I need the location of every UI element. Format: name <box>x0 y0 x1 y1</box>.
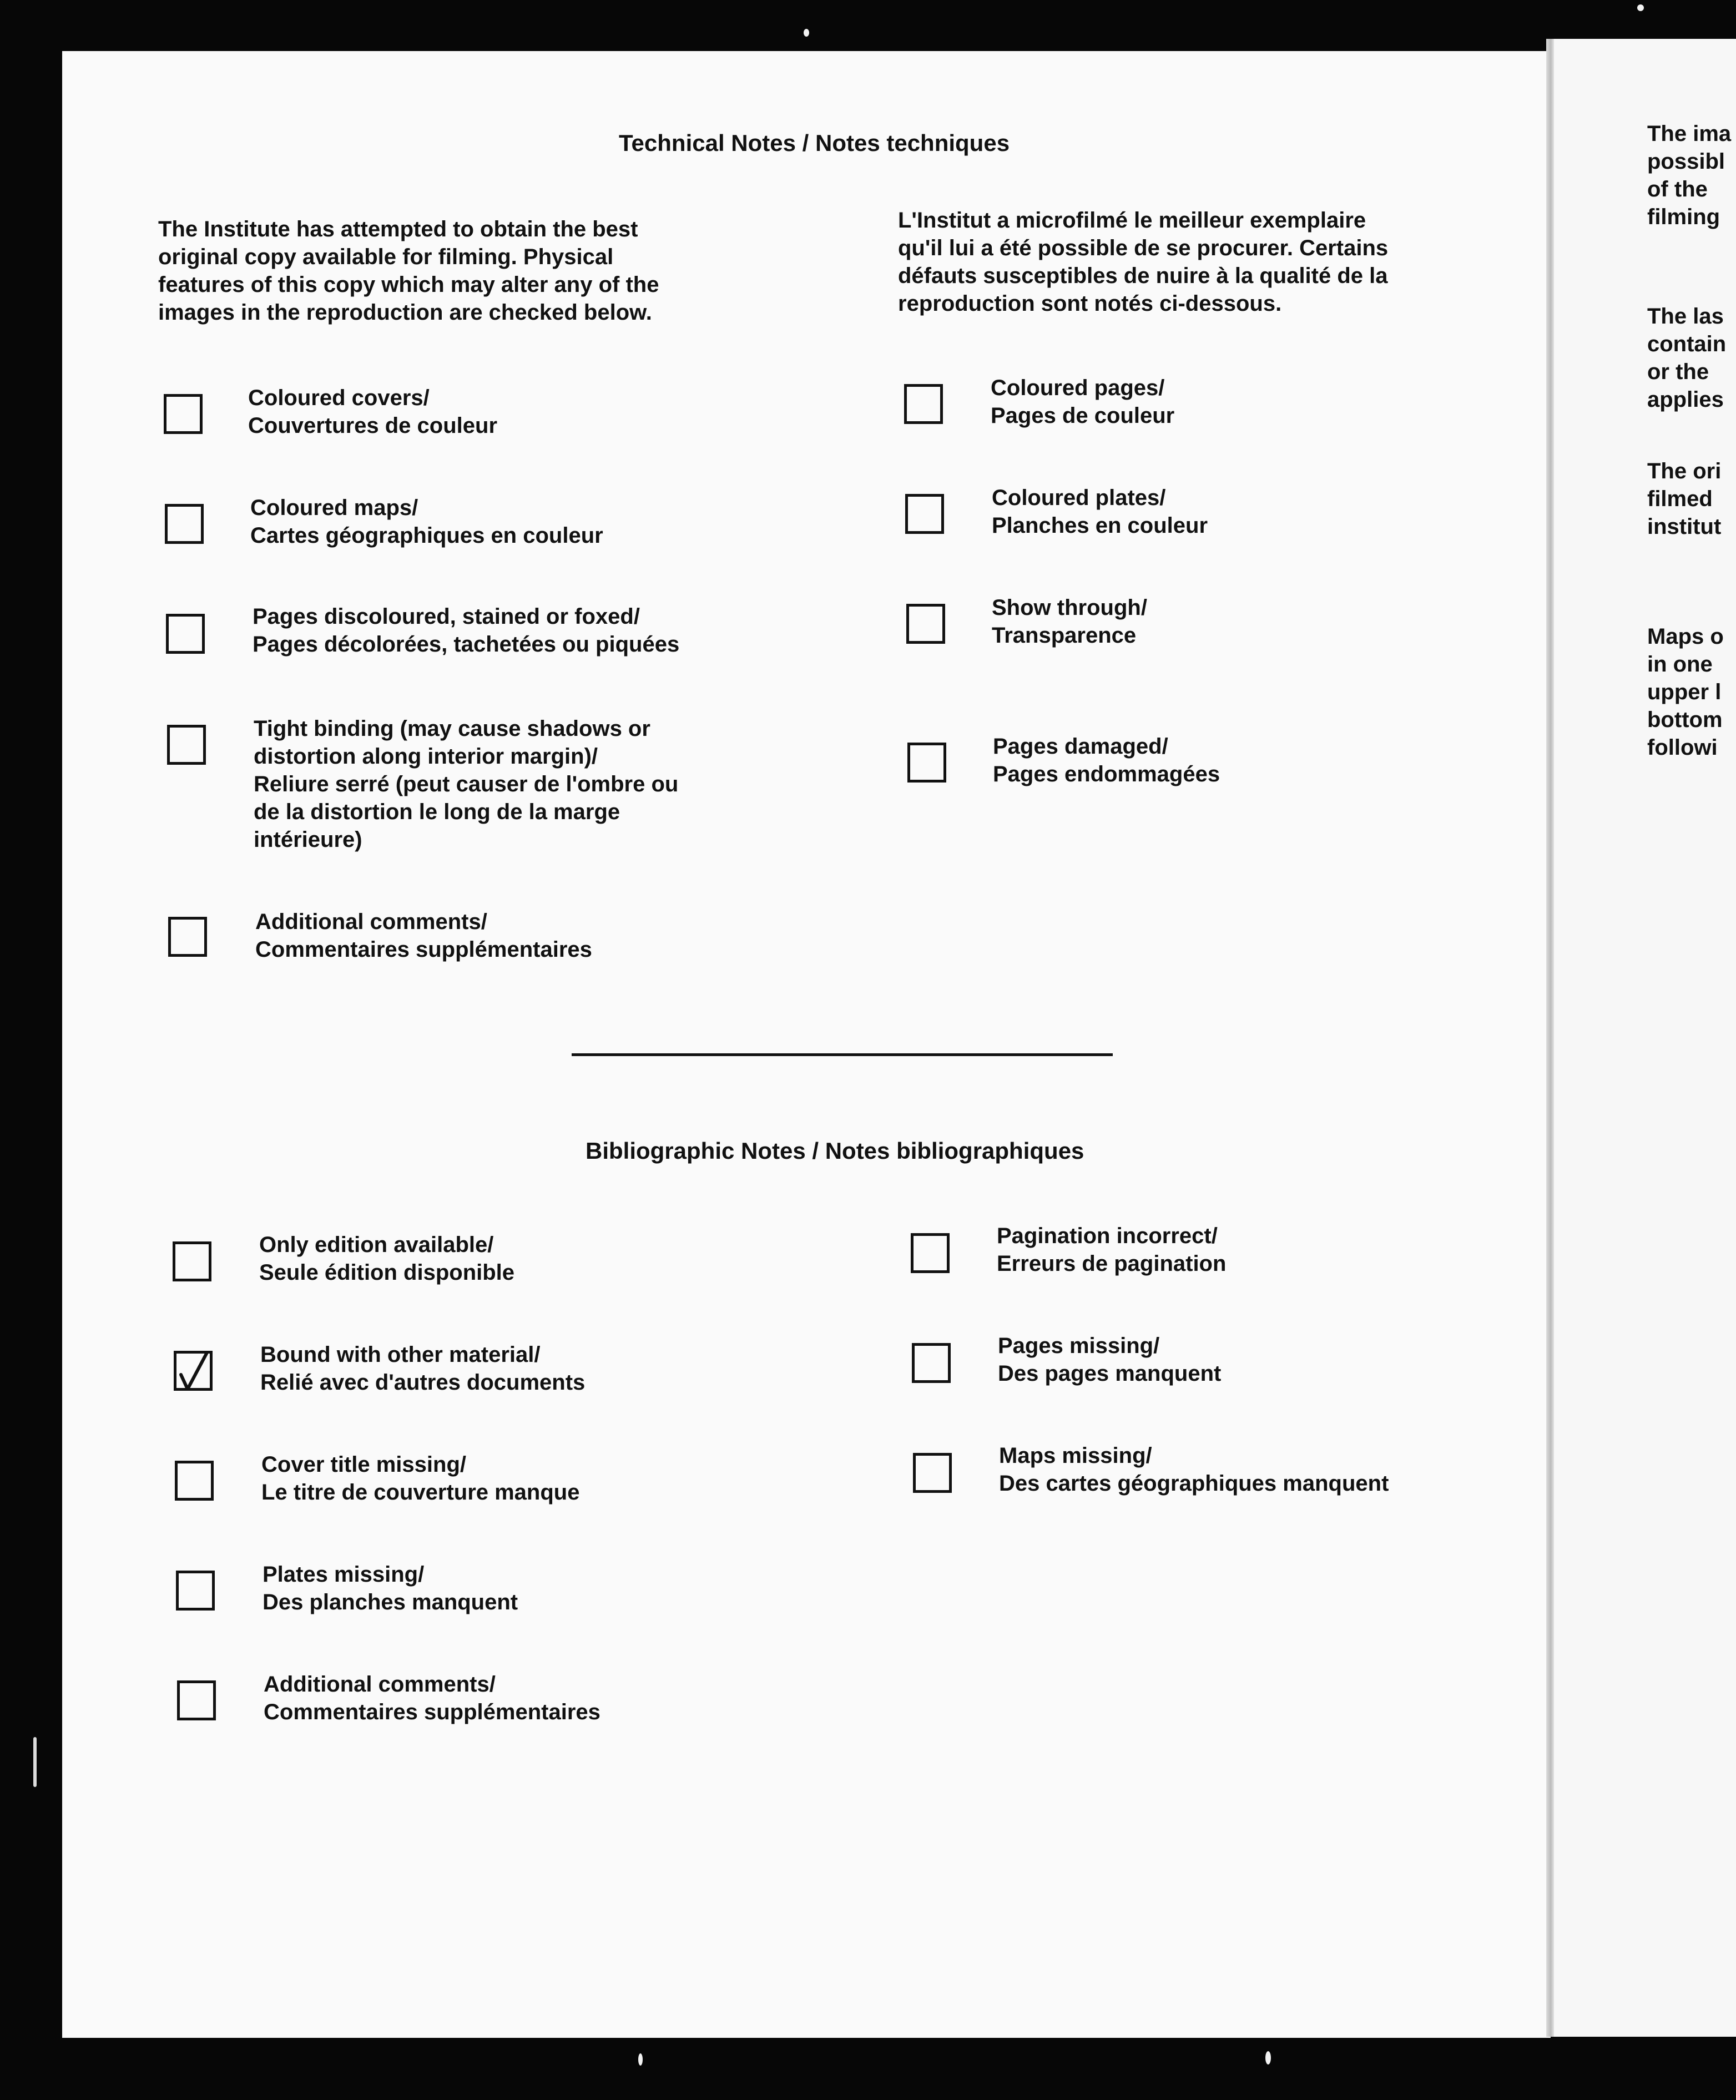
label-line: Le titre de couverture manque <box>261 1480 580 1505</box>
label-line: de la distortion le long de la marge <box>254 800 620 824</box>
adjacent-line: Maps o <box>1647 624 1724 649</box>
label-pages-damaged <box>993 733 1220 788</box>
checkbox-bound-with-other-material[interactable] <box>174 1351 213 1391</box>
label-line: Pages de couleur <box>991 403 1175 428</box>
checkmark-icon <box>178 1350 211 1395</box>
checkbox-plates-missing[interactable] <box>176 1571 215 1611</box>
label-line: Tight binding (may cause shadows or <box>254 716 650 741</box>
intro-en-line: images in the reproduction are checked below. <box>158 300 652 325</box>
film-speck <box>804 29 809 37</box>
label-additional-comments-technical <box>255 908 592 963</box>
adjacent-line: The ima <box>1647 122 1732 146</box>
checkbox-cover-title-missing[interactable] <box>175 1461 214 1501</box>
checkbox-pages-missing[interactable] <box>912 1343 951 1383</box>
adjacent-page-block-3 <box>1647 457 1736 541</box>
label-line: Transparence <box>992 623 1137 648</box>
adjacent-line: upper l <box>1647 680 1722 704</box>
intro-fr-line: défauts susceptibles de nuire à la qualité de la <box>898 264 1388 288</box>
label-line: Additional comments/ <box>264 1672 496 1697</box>
label-line: Coloured plates/ <box>992 486 1166 510</box>
film-speck <box>33 1737 37 1787</box>
intro-en-line: features of this copy which may alter any of the <box>158 272 659 297</box>
label-line: Show through/ <box>992 595 1147 620</box>
label-line: Relié avec d'autres documents <box>260 1370 586 1395</box>
label-line: Des planches manquent <box>263 1590 518 1614</box>
label-line: Coloured covers/ <box>248 386 430 410</box>
technical-notes-title: Technical Notes / Notes techniques <box>619 130 1010 156</box>
checkbox-pages-discoloured[interactable] <box>166 614 205 654</box>
label-pagination-incorrect <box>997 1222 1226 1278</box>
adjacent-line: followi <box>1647 735 1718 760</box>
label-line: Pagination incorrect/ <box>997 1224 1218 1248</box>
label-line: Pages endommagées <box>993 762 1220 786</box>
film-speck <box>1265 2051 1271 2064</box>
label-cover-title-missing <box>261 1451 579 1506</box>
label-tight-binding <box>254 715 678 854</box>
label-line: Reliure serré (peut causer de l'ombre ou <box>254 772 679 796</box>
label-line: Des cartes géographiques manquent <box>999 1471 1389 1496</box>
checkbox-maps-missing[interactable] <box>913 1453 952 1493</box>
section-divider <box>572 1053 1113 1056</box>
checkbox-coloured-covers[interactable] <box>164 394 203 434</box>
checkbox-coloured-maps[interactable] <box>165 504 204 544</box>
label-coloured-covers <box>248 384 497 440</box>
label-coloured-maps <box>250 494 603 549</box>
label-bound-with-other-material <box>260 1341 585 1396</box>
label-pages-missing <box>998 1332 1221 1387</box>
intro-fr-line: reproduction sont notés ci-dessous. <box>898 291 1282 316</box>
label-line: Pages discoloured, stained or foxed/ <box>253 604 640 629</box>
bibliographic-notes-title: Bibliographic Notes / Notes bibliographiques <box>586 1138 1084 1164</box>
intro-en-line: original copy available for filming. Physical <box>158 245 614 269</box>
label-line: Bound with other material/ <box>260 1342 541 1367</box>
film-speck <box>1637 4 1644 11</box>
adjacent-line: filmed <box>1647 487 1713 511</box>
adjacent-line: of the <box>1647 177 1708 201</box>
label-line: intérieure) <box>254 827 362 852</box>
label-line: Only edition available/ <box>259 1233 494 1257</box>
label-line: distortion along interior margin)/ <box>254 744 598 769</box>
adjacent-page-block-4 <box>1647 623 1736 761</box>
adjacent-line: The ori <box>1647 459 1722 483</box>
checkbox-additional-comments-bibliographic[interactable] <box>177 1680 216 1720</box>
label-line: Cartes géographiques en couleur <box>250 523 603 548</box>
label-line: Commentaires supplémentaires <box>264 1700 600 1724</box>
label-coloured-pages <box>991 374 1174 430</box>
label-maps-missing <box>999 1442 1389 1497</box>
adjacent-line: institut <box>1647 514 1722 539</box>
intro-fr-line: L'Institut a microfilmé le meilleur exemplaire <box>898 208 1366 233</box>
checkbox-coloured-plates[interactable] <box>905 494 944 534</box>
adjacent-line: filming <box>1647 205 1720 229</box>
checkbox-pagination-incorrect[interactable] <box>911 1233 950 1273</box>
intro-en-line: The Institute has attempted to obtain the best <box>158 217 638 241</box>
checkbox-additional-comments-technical[interactable] <box>168 917 207 957</box>
adjacent-line: contain <box>1647 332 1727 356</box>
document-page <box>62 51 1551 2038</box>
label-line: Planches en couleur <box>992 513 1208 538</box>
checkbox-pages-damaged[interactable] <box>907 743 946 783</box>
label-line: Erreurs de pagination <box>997 1251 1227 1276</box>
adjacent-line: applies <box>1647 387 1724 412</box>
label-line: Pages damaged/ <box>993 734 1168 759</box>
label-only-edition <box>259 1231 514 1286</box>
checkbox-coloured-pages[interactable] <box>904 384 943 424</box>
label-line: Couvertures de couleur <box>248 413 498 438</box>
label-line: Des pages manquent <box>998 1361 1222 1386</box>
label-pages-discoloured <box>253 603 679 658</box>
adjacent-line: The las <box>1647 304 1724 329</box>
label-line: Seule édition disponible <box>259 1260 515 1285</box>
label-line: Coloured pages/ <box>991 376 1165 400</box>
label-line: Plates missing/ <box>263 1562 425 1587</box>
label-line: Commentaires supplémentaires <box>255 937 592 962</box>
label-line: Cover title missing/ <box>261 1452 466 1477</box>
film-speck <box>638 2053 643 2066</box>
checkbox-show-through[interactable] <box>906 604 945 644</box>
label-coloured-plates <box>992 484 1208 539</box>
label-line: Maps missing/ <box>999 1443 1152 1468</box>
adjacent-line: bottom <box>1647 708 1723 732</box>
label-additional-comments-bibliographic <box>264 1670 600 1726</box>
checkbox-tight-binding[interactable] <box>167 725 206 765</box>
technical-intro-en <box>158 215 659 326</box>
label-line: Pages missing/ <box>998 1334 1160 1358</box>
label-line: Additional comments/ <box>255 910 487 934</box>
adjacent-line: possibl <box>1647 149 1725 174</box>
adjacent-line: in one <box>1647 652 1713 677</box>
checkbox-only-edition[interactable] <box>173 1241 211 1281</box>
adjacent-line: or the <box>1647 360 1709 384</box>
label-show-through <box>992 594 1147 649</box>
adjacent-page-block-2 <box>1647 302 1736 413</box>
label-plates-missing <box>263 1561 518 1616</box>
label-line: Pages décolorées, tachetées ou piquées <box>253 632 680 657</box>
adjacent-page-block-1 <box>1647 120 1736 231</box>
intro-fr-line: qu'il lui a été possible de se procurer. Certains <box>898 236 1389 260</box>
technical-intro-fr <box>898 206 1388 317</box>
label-line: Coloured maps/ <box>250 496 418 520</box>
